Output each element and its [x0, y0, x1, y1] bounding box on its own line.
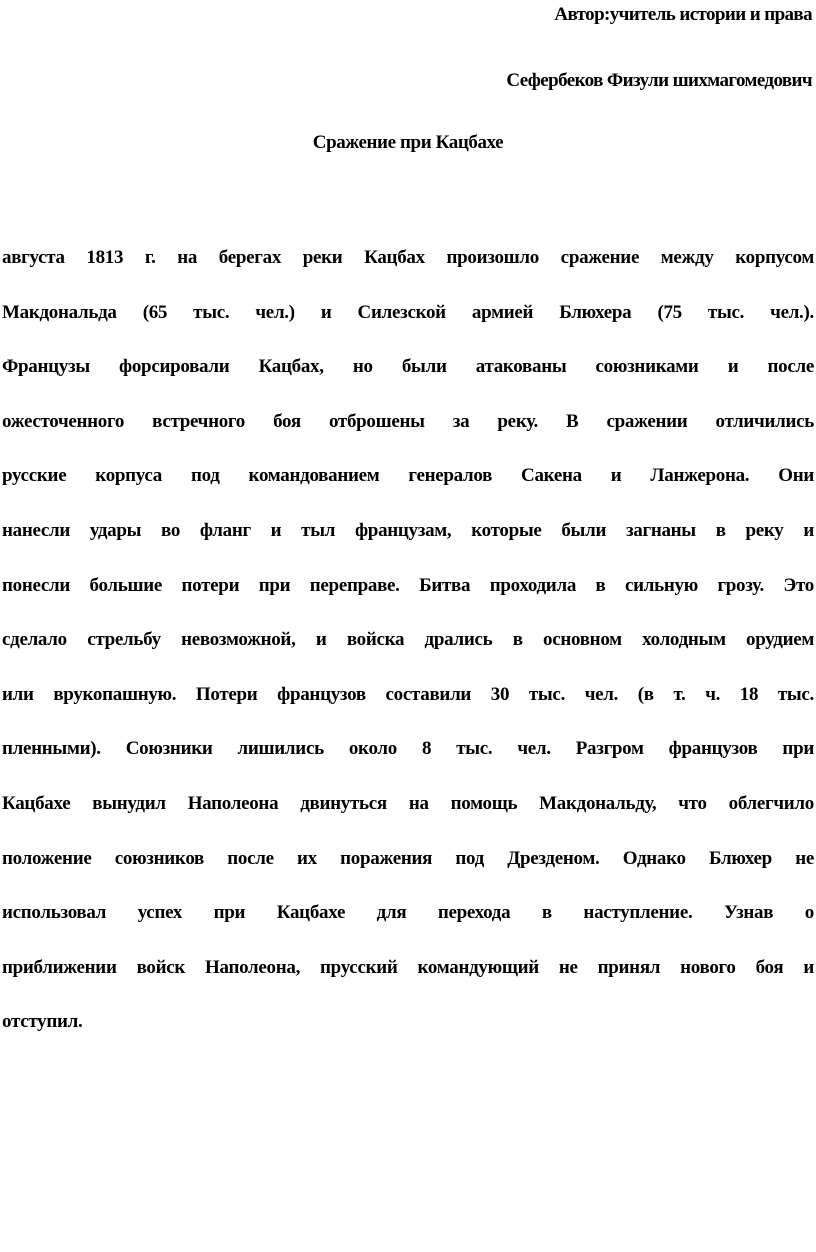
body-line: Французы форсировали Кацбах, но были атакованы союзниками и после [2, 356, 814, 378]
document-title: Сражение при Кацбахе [312, 132, 504, 153]
author-role: Автор:учитель истории и права [554, 4, 812, 25]
body-line: августа 1813 г. на берегах реки Кацбах произошло сражение между корпусом [2, 247, 814, 268]
body-line: приближении войск Наполеона, прусский командующий не принял нового боя и [2, 956, 814, 978]
body-line: Макдональда (65 тыс. чел.) и Силезской армией Блюхера (75 тыс. чел.). [2, 301, 814, 323]
body-line: или врукопашную. Потери французов составили 30 тыс. чел. (в т. ч. 18 тыс. [2, 683, 814, 705]
body-paragraph [2, 244, 814, 1063]
body-line: ожесточенного встречного боя отброшены за реку. В сражении отличились [2, 410, 814, 432]
body-line: отступил. [2, 1011, 83, 1033]
body-line: Кацбахе вынудил Наполеона двинуться на помощь Макдональду, что облегчило [2, 792, 814, 814]
body-line: использовал успех при Кацбахе для перехода в наступление. Узнав о [2, 902, 814, 924]
body-line: нанесли удары во фланг и тыл французам, которые были загнаны в реку и [2, 519, 814, 541]
body-line: положение союзников после их поражения под Дрезденом. Однако Блюхер не [2, 847, 814, 869]
body-line: русские корпуса под командованием генералов Сакена и Ланжерона. Они [2, 465, 814, 487]
body-line: пленными). Союзники лишились около 8 тыс. чел. Разгром французов при [2, 738, 814, 760]
author-name: Сефербеков Физули шихмагомедович [506, 70, 812, 91]
body-line: сделало стрельбу невозможной, и войска дрались в основном холодным орудием [2, 629, 814, 651]
body-line: понесли большие потери при переправе. Битва проходила в сильную грозу. Это [2, 574, 814, 596]
